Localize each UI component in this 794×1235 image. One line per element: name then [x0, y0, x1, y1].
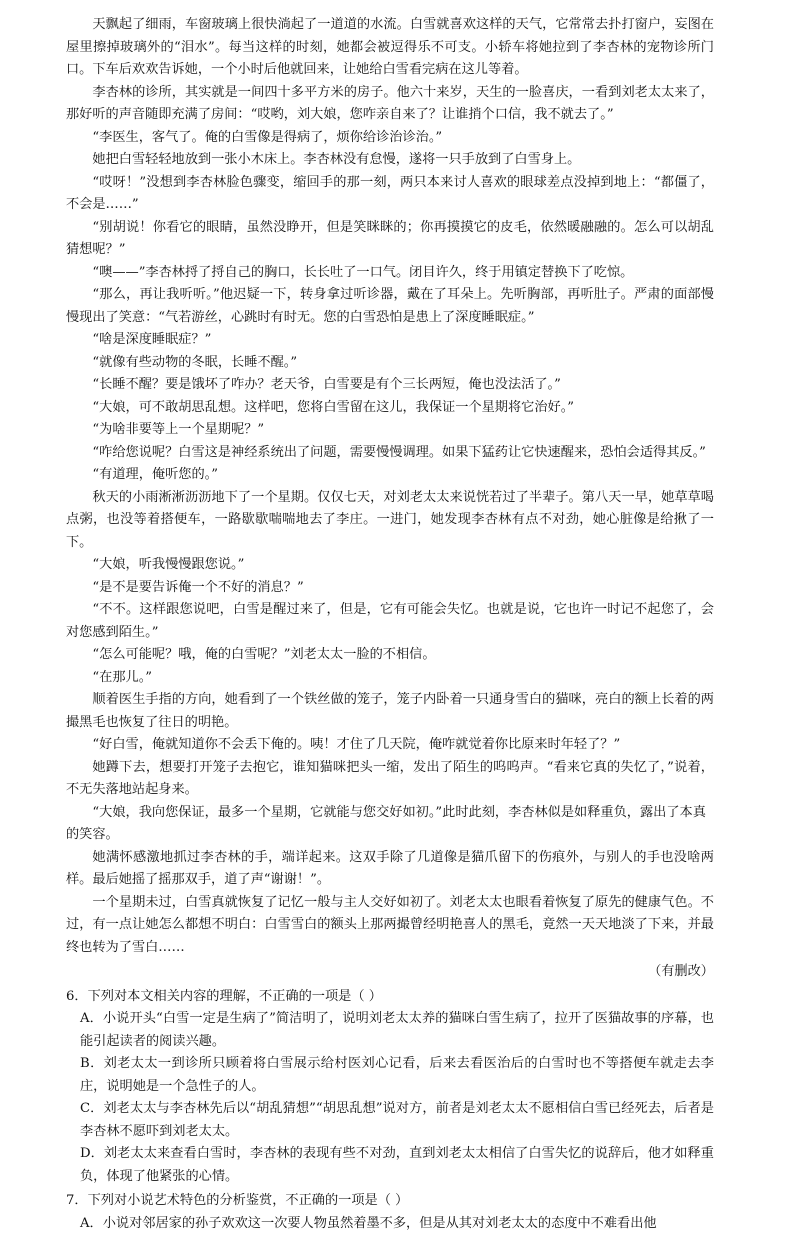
passage-paragraph: “那么，再让我听听。”他迟疑一下，转身拿过听诊器，戴在了耳朵上。先听胸部，再听肚子。严肃的面部慢慢现出了笑意：“气若游丝，心跳时有时无。您的白雪恐怕是患上了深度睡眠症。” [66, 284, 714, 329]
question-stem: 7．下列对小说艺术特色的分析鉴赏，不正确的一项是（ ） [66, 1190, 714, 1213]
passage-paragraph: “就像有些动物的冬眠，长睡不醒。” [66, 352, 714, 375]
passage-paragraph: 她满怀感激地抓过李杏林的手，端详起来。这双手除了几道像是猫爪留下的伤痕外，与别人的手也没啥两样。最后她摇了摇那双手，道了声“谢谢！”。 [66, 847, 714, 892]
passage-paragraph: “别胡说！你看它的眼睛，虽然没睁开，但是笑眯眯的；你再摸摸它的皮毛，依然暖融融的。怎么可以胡乱猜想呢？” [66, 217, 714, 262]
passage-paragraph: 顺着医生手指的方向，她看到了一个铁丝做的笼子，笼子内卧着一只通身雪白的猫咪，亮白的额上长着的两撮黑毛也恢复了往日的明艳。 [66, 689, 714, 734]
passage-paragraph: 李杏林的诊所，其实就是一间四十多平方米的房子。他六十来岁，天生的一脸喜庆，一看到刘老太太来了，那好听的声音随即充满了房间：“哎哟，刘大娘，您咋亲自来了？让谁捎个口信，我不就去了。” [66, 82, 714, 127]
passage-paragraph: 天飘起了细雨，车窗玻璃上很快淌起了一道道的水流。白雪就喜欢这样的天气，它常常去扑打窗户，妄图在屋里擦掉玻璃外的“泪水”。每当这样的时刻，她都会被逗得乐不可支。小轿车将她拉到了李杏林的宠物诊所门口。下车后欢欢告诉她，一个小时后他就回来，让她给白雪看完病在这儿等着。 [66, 14, 714, 82]
passage-paragraph: 秋天的小雨淅淅沥沥地下了一个星期。仅仅七天，对刘老太太来说恍若过了半辈子。第八天一早，她草草喝点粥，也没等着搭便车，一路歇歇喘喘地去了李庄。一进门，她发现李杏林有点不对劲，她心脏像是给揪了一下。 [66, 487, 714, 555]
passage-paragraph: “是不是要告诉俺一个不好的消息？” [66, 577, 714, 600]
passage-paragraph: “怎么可能呢？哦，俺的白雪呢？”刘老太太一脸的不相信。 [66, 644, 714, 667]
passage-paragraph: “有道理，俺听您的。” [66, 464, 714, 487]
passage-paragraph: 的笑容。 [66, 824, 714, 847]
answer-option: B．刘老太太一到诊所只顾着将白雪展示给村医刘心记看，后来去看医治后的白雪时也不等搭便车就走去李庄，说明她是一个急性子的人。 [66, 1053, 714, 1098]
passage-paragraph: “哎呀！”没想到李杏林脸色骤变，缩回手的那一刻，两只本来讨人喜欢的眼球差点没掉到地上：“都僵了，不会是……” [66, 172, 714, 217]
passage-paragraph: “在那儿。” [66, 667, 714, 690]
passage-paragraph: “啥是深度睡眠症？” [66, 329, 714, 352]
question-7 [66, 1190, 714, 1235]
answer-option: D．刘老太太来查看白雪时，李杏林的表现有些不对劲，直到刘老太太相信了白雪失忆的说辞后，他才如释重负，体现了他紧张的心情。 [66, 1143, 714, 1188]
passage-paragraph: 一个星期未过，白雪真就恢复了记忆一般与主人交好如初了。刘老太太也眼看着恢复了原先的健康气色。不过，有一点让她怎么都想不明白：白雪雪白的额头上那两撮曾经明艳喜人的黑毛，竟然一天天地淡了下来，并最终也转为了雪白…… [66, 892, 714, 960]
passage-paragraph: 她把白雪轻轻地放到一张小木床上。李杏林没有怠慢，遂将一只手放到了白雪身上。 [66, 149, 714, 172]
source-note: （有删改） [66, 961, 714, 984]
answer-option: C．刘老太太与李杏林先后以“胡乱猜想”“胡思乱想”说对方，前者是刘老太太不愿相信白雪已经死去，后者是李杏林不愿吓到刘老太太。 [66, 1098, 714, 1143]
passage-paragraph: “不不。这样跟您说吧，白雪是醒过来了，但是，它有可能会失忆。也就是说，它也许一时记不起您了，会对您感到陌生。” [66, 599, 714, 644]
answer-option: A．小说对邻居家的孙子欢欢这一次要人物虽然着墨不多，但是从其对刘老太太的态度中不难看出他 [66, 1213, 714, 1235]
passage-paragraph: “长睡不醒？要是饿坏了咋办？老天爷，白雪要是有个三长两短，俺也没法活了。” [66, 374, 714, 397]
passage-paragraph: “咋给您说呢？白雪这是神经系统出了问题，需要慢慢调理。如果下猛药让它快速醒来，恐怕会适得其反。” [66, 442, 714, 465]
passage-paragraph: “大娘，我向您保证，最多一个星期，它就能与您交好如初。”此时此刻，李杏林似是如释重负，露出了本真 [66, 802, 714, 825]
answer-option: A．小说开头“白雪一定是生病了”简洁明了，说明刘老太太养的猫咪白雪生病了，拉开了医猫故事的序幕，也能引起读者的阅读兴趣。 [66, 1008, 714, 1053]
passage-paragraph: “噢——”李杏林捋了捋自己的胸口，长长吐了一口气。闭目许久，终于用镇定替换下了吃惊。 [66, 262, 714, 285]
passage-paragraph: “好白雪，俺就知道你不会丢下俺的。咦！才住了几天院，俺咋就觉着你比原来时年轻了？” [66, 734, 714, 757]
story-passage [66, 14, 714, 984]
passage-paragraph: “李医生，客气了。俺的白雪像是得病了，烦你给诊治诊治。” [66, 127, 714, 150]
passage-paragraph: “大娘，听我慢慢跟您说。” [66, 554, 714, 577]
question-stem: 6．下列对本文相关内容的理解，不正确的一项是（ ） [66, 986, 714, 1009]
passage-paragraph: “为啥非要等上一个星期呢？” [66, 419, 714, 442]
document-body [66, 14, 714, 1235]
passage-paragraph: 她蹲下去，想要打开笼子去抱它，谁知猫咪把头一缩，发出了陌生的呜呜声。“看来它真的失忆了，”说着，不无失落地站起身来。 [66, 757, 714, 802]
question-6 [66, 986, 714, 1189]
passage-paragraph: “大娘，可不敢胡思乱想。这样吧，您将白雪留在这儿，我保证一个星期将它治好。” [66, 397, 714, 420]
